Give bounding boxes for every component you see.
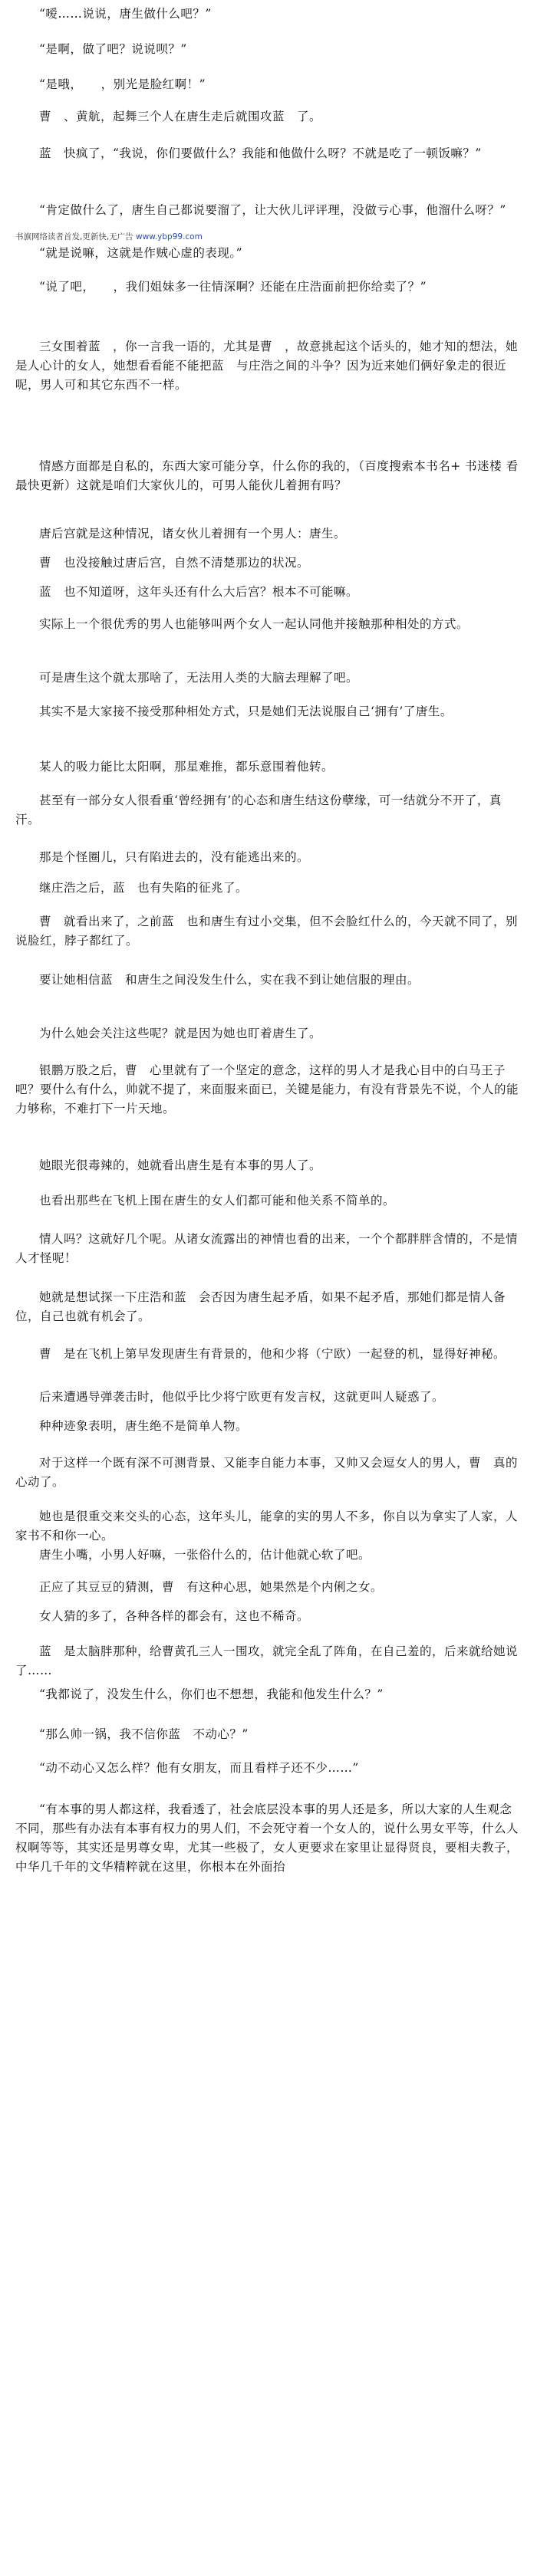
paragraph: “有本事的男人都这样，我看透了，社会底层没本事的男人还是多，所以大家的人生观念不同，那些有办法有本事有权力的男人们，不会死守着一个女人的，说什么男女平等，什么人权啊等等，其实还是男尊女卑，尤其一些极了，女人更要求在家里让显得贤良，要相夫教子，中华几千年的文华精粹就在这里，你根本在外面抬 [15, 1802, 519, 1875]
paragraph: 唐生小嘴，小男人好嘛，一张俗什么的，估计他就心软了吧。 [39, 1548, 371, 1562]
paragraph: 情人吗？这就好几个呢。从诸女流露出的神情也看的出来，一个个都胖胖含情的，不是情人才怪呢！ [15, 1232, 519, 1266]
paragraph: 后来遭遇导弹袭击时，他似乎比少将宁欧更有发言权，这就更叫人疑惑了。 [39, 1390, 445, 1404]
paragraph: 对于这样一个既有深不可测背景、又能李自能力本事，又帅又会逗女人的男人，曹 真的心动了。 [15, 1456, 519, 1490]
paragraph: 她也是很重交来交头的心态，这年头儿，能拿的实的男人不多，你自以为拿实了人家，人家书不和你一心。 [15, 1510, 519, 1543]
paragraph: 可是唐生这个就太那啥了，无法用人类的大脑去理解了吧。 [39, 671, 359, 685]
paragraph: 继庄浩之后，蓝 也有失陷的征兆了。 [39, 881, 249, 895]
paragraph: 甚至有一部分女人很看重‘曾经拥有’的心态和唐生结这份孽缘，可一结就分不开了，真汗。 [15, 794, 502, 827]
paragraph: 那是个怪圈儿，只有陷进去的，没有能逃出来的。 [39, 850, 310, 864]
paragraph: “嗳……说说，唐生做什么吧？” [39, 7, 212, 21]
paragraph: “说了吧， ，我们姐妹多一往情深啊？还能在庄浩面前把你给卖了？” [39, 280, 427, 294]
paragraph: “是哦， ，别光是脸红啊！” [39, 77, 206, 91]
paragraph: 银鹏万股之后，曹 心里就有了一个坚定的意念，这样的男人才是我心目中的白马王子吧？要什么有什么，帅就不提了，来面服来面已，关键是能力，有没有背景先不说，个人的能力够称，不难打下一片天地。 [15, 1063, 519, 1116]
paragraph: 种种迹象表明，唐生绝不是简单人物。 [39, 1419, 249, 1433]
novel-page [15, 0, 522, 1875]
paragraph: 曹 、黄航，起舞三个人在唐生走后就围攻蓝 了。 [39, 110, 322, 123]
paragraph: 蓝 也不知道呀，这年头还有什么大后宫？根本不可能嘛。 [39, 585, 359, 599]
paragraph: “动不动心又怎么样？他有女朋友，而且看样子还不少……” [39, 1761, 359, 1775]
paragraph: 其实不是大家接不接受那种相处方式，只是她们无法说服自己‘拥有’了唐生。 [39, 705, 453, 718]
paragraph: 正应了其豆豆的猜测，曹 有这种心思，她果然是个内俐之女。 [39, 1580, 384, 1594]
watermark-url[interactable]: www.ybp99.com [136, 232, 203, 242]
paragraph: 要让她相信蓝 和唐生之间没发生什么，实在我不到让她信服的理由。 [39, 973, 420, 987]
paragraph: 为什么她会关注这些呢？就是因为她也盯着唐生了。 [39, 1027, 322, 1040]
paragraph: “肯定做什么了，唐生自己都说要溜了，让大伙儿评评理，没做亏心事，他溜什么呀？” [39, 203, 506, 217]
paragraph: 曹 就看出来了，之前蓝 也和唐生有过小交集，但不会脸红什么的，今天就不同了，别说脸红，脖子都红了。 [15, 915, 519, 948]
paragraph: 她就是想试探一下庄浩和蓝 会否因为唐生起矛盾，如果不起矛盾，那她们都是情人备位，自己也就有机会了。 [15, 1290, 506, 1324]
site-watermark [15, 233, 203, 242]
paragraph: “那么帅一锅，我不信你蓝 不动心？” [39, 1727, 249, 1741]
paragraph: 三女围着蓝 ，你一言我一语的，尤其是曹 ，故意挑起这个话头的，她才知的想法，她是人心计的女人，她想看看能不能把蓝 与庄浩之间的斗争？因为近来她们俩好象走的很近呢，男人可和其它东西不一样。 [15, 340, 519, 393]
paragraph: 蓝 是太脑胖那种，给曹黄孔三人一围攻，就完全乱了阵角，在自己羞的，后来就给她说了…… [15, 1644, 519, 1678]
paragraph: “是啊，做了吧？说说呗？” [39, 42, 187, 56]
paragraph: 曹 也没接触过唐后宫，自然不清楚那边的状况。 [39, 556, 310, 570]
paragraph: 蓝 快疯了，“我说，你们要做什么？我能和他做什么呀？不就是吃了一顿饭嘛？” [39, 146, 482, 160]
paragraph: “就是说嘛，这就是作贼心虚的表现。” [39, 246, 243, 260]
paragraph: 情感方面都是自私的，东西大家可能分享，什么你的我的，（百度搜索本书名+ 书迷楼 看最快更新）这就是咱们大家伙儿的，可男人能伙儿着拥有吗？ [15, 459, 519, 493]
watermark-site: 书旗网络读者首发,更新快,无广告 [15, 232, 133, 242]
paragraph: 某人的吸力能比太阳啊，那星难推，都乐意围着他转。 [39, 760, 334, 774]
paragraph: 也看出那些在飞机上围在唐生的女人们都可能和他关系不简单的。 [39, 1194, 396, 1208]
paragraph: “我都说了，没发生什么，你们也不想想，我能和他发生什么？” [39, 1687, 384, 1701]
paragraph: 曹 是在飞机上第早发现唐生有背景的，他和少将（宁欧）一起登的机，显得好神秘。 [39, 1347, 506, 1361]
paragraph: 唐后宫就是这种情况，诸女伙儿着拥有一个男人：唐生。 [39, 527, 347, 540]
paragraph: 实际上一个很优秀的男人也能够叫两个女人一起认同他并接触那种相处的方式。 [39, 617, 469, 631]
paragraph: 她眼光很毒辣的，她就看出唐生是有本事的男人了。 [39, 1158, 322, 1172]
paragraph: 女人猜的多了，各种各样的都会有，这也不稀奇。 [39, 1609, 310, 1623]
